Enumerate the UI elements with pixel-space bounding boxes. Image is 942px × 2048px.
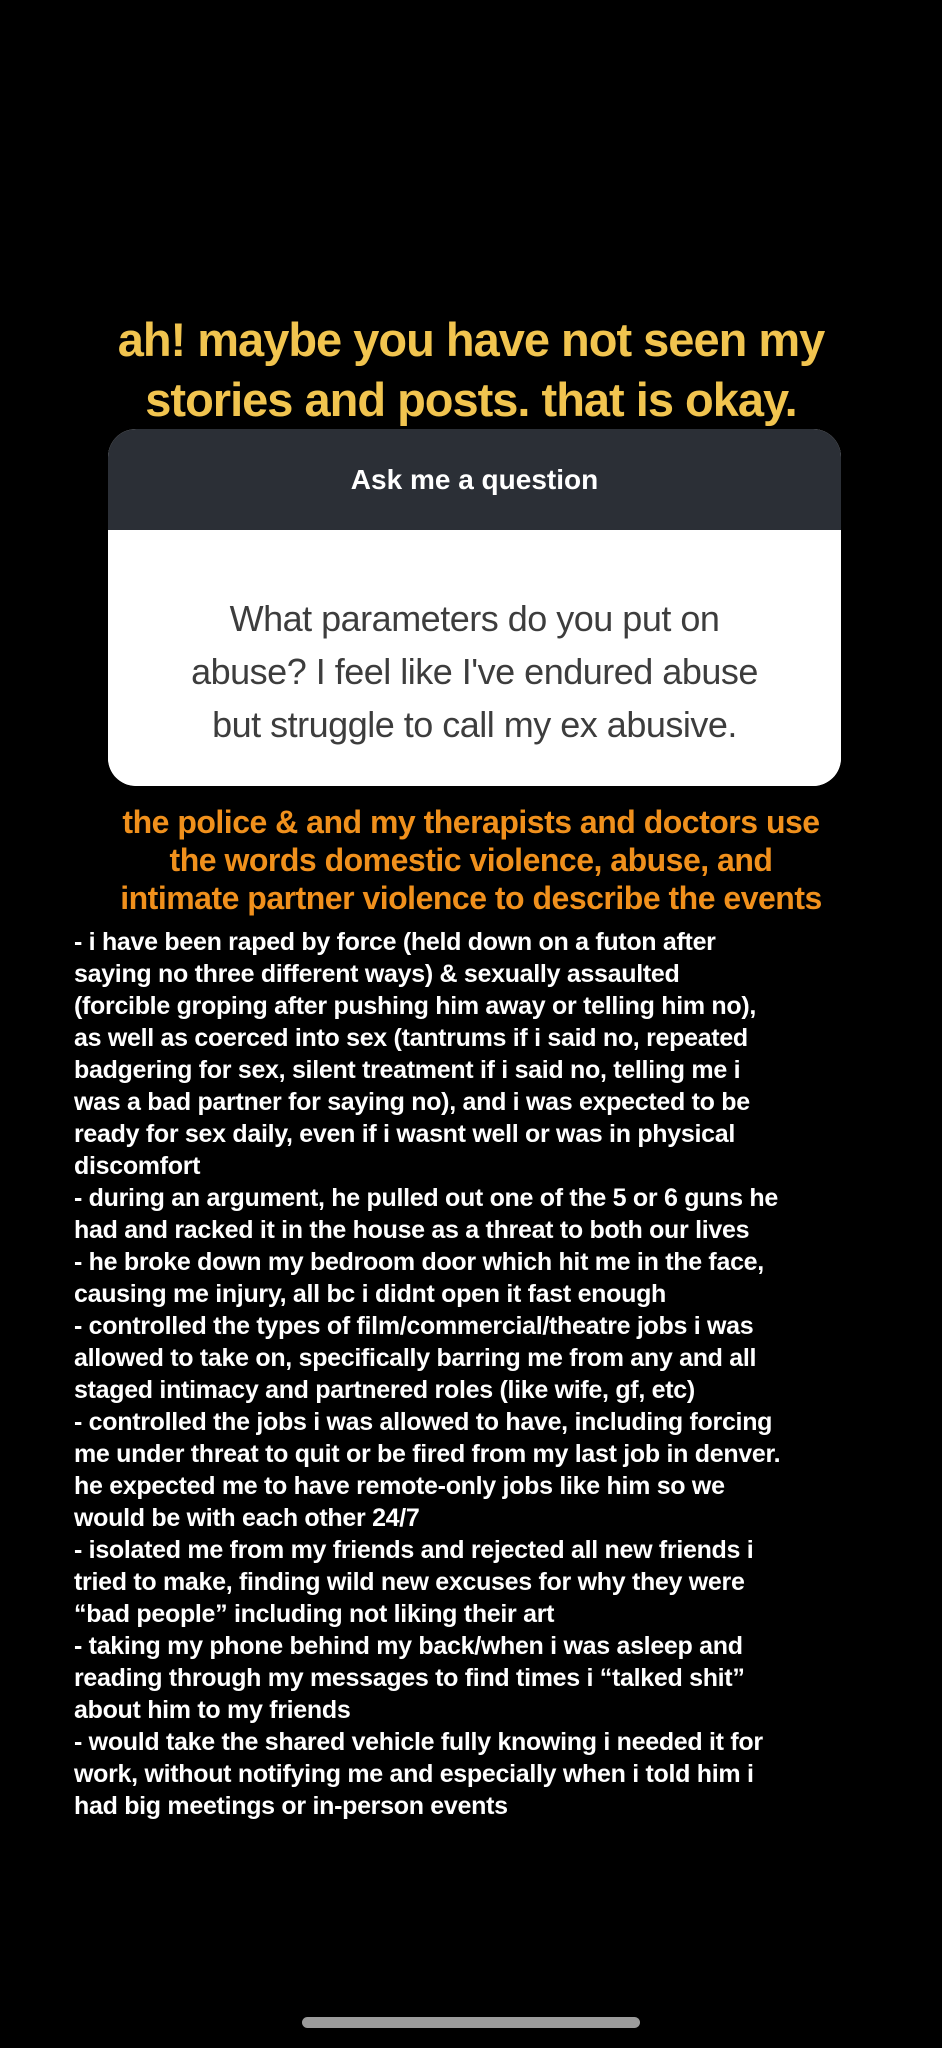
text-line: intimate partner violence to describe the events bbox=[120, 880, 822, 916]
text-line: - controlled the jobs i was allowed to have, including forcing bbox=[74, 1408, 773, 1436]
text-line: - taking my phone behind my back/when i was asleep and bbox=[74, 1632, 743, 1660]
question-sticker-prompt: Ask me a question bbox=[350, 463, 599, 495]
text-line: as well as coerced into sex (tantrums if i said no, repeated bbox=[74, 1024, 748, 1052]
text-line: work, without notifying me and especially when i told him i bbox=[74, 1760, 754, 1788]
text-line: reading through my messages to find times i “talked shit” bbox=[74, 1664, 745, 1692]
text-line: allowed to take on, specifically barring me from any and all bbox=[74, 1344, 757, 1372]
text-line: “bad people” including not liking their art bbox=[74, 1600, 555, 1628]
home-indicator-bar[interactable] bbox=[302, 2017, 640, 2028]
text-line: ready for sex daily, even if i wasnt well or was in physical bbox=[74, 1120, 735, 1148]
text-line: would be with each other 24/7 bbox=[74, 1504, 420, 1532]
text-line: saying no three different ways) & sexually assaulted bbox=[74, 960, 680, 988]
text-line: - he broke down my bedroom door which hit me in the face, bbox=[74, 1248, 764, 1276]
text-line: but struggle to call my ex abusive. bbox=[212, 704, 737, 745]
text-line: (forcible groping after pushing him away or telling him no), bbox=[74, 992, 757, 1020]
question-sticker-header bbox=[108, 429, 841, 530]
text-line: - would take the shared vehicle fully knowing i needed it for bbox=[74, 1728, 763, 1756]
question-sticker[interactable] bbox=[108, 429, 841, 786]
text-line: discomfort bbox=[74, 1152, 201, 1180]
text-line: about him to my friends bbox=[74, 1696, 351, 1724]
text-line: - i have been raped by force (held down on a futon after bbox=[74, 928, 716, 956]
text-line: me under threat to quit or be fired from my last job in denver. bbox=[74, 1440, 781, 1468]
text-line: ah! maybe you have not seen my bbox=[117, 313, 825, 366]
text-line: he expected me to have remote-only jobs like him so we bbox=[74, 1472, 725, 1500]
text-line: the words domestic violence, abuse, and bbox=[169, 842, 773, 878]
text-line: - during an argument, he pulled out one of the 5 or 6 guns he bbox=[74, 1184, 778, 1212]
text-line: abuse? I feel like I've endured abuse bbox=[191, 651, 758, 692]
text-line: was a bad partner for saying no), and i was expected to be bbox=[74, 1088, 750, 1116]
text-line: staged intimacy and partnered roles (like wife, gf, etc) bbox=[74, 1376, 695, 1404]
text-line: badgering for sex, silent treatment if i said no, telling me i bbox=[74, 1056, 741, 1084]
response-body-text bbox=[74, 926, 904, 1822]
question-sticker-question bbox=[108, 530, 841, 786]
text-line: - isolated me from my friends and rejected all new friends i bbox=[74, 1536, 754, 1564]
text-line: had and racked it in the house as a threat to both our lives bbox=[74, 1216, 750, 1244]
response-heading bbox=[0, 803, 942, 917]
story-headline bbox=[0, 310, 942, 430]
text-line: tried to make, finding wild new excuses for why they were bbox=[74, 1568, 745, 1596]
text-line: the police & and my therapists and doctors use bbox=[122, 804, 820, 840]
text-line: stories and posts. that is okay. bbox=[145, 373, 797, 426]
text-line: causing me injury, all bc i didnt open it fast enough bbox=[74, 1280, 667, 1308]
text-line: What parameters do you put on bbox=[229, 598, 720, 639]
text-line: - controlled the types of film/commercial/theatre jobs i was bbox=[74, 1312, 754, 1340]
text-line: had big meetings or in-person events bbox=[74, 1792, 508, 1820]
